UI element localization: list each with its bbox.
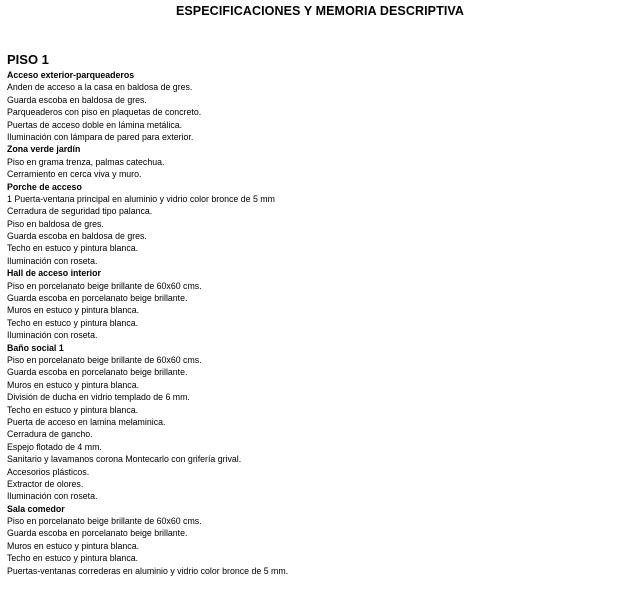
spec-item: Piso en porcelanato beige brillante de 60x60 cms. xyxy=(7,354,202,365)
section-heading: Porche de acceso xyxy=(7,181,82,192)
spec-section xyxy=(7,267,632,341)
spec-item: Piso en baldosa de gres. xyxy=(7,218,104,229)
section-heading: Baño social 1 xyxy=(7,342,64,353)
spec-item: Techo en estuco y pintura blanca. xyxy=(7,404,139,415)
spec-item: Muros en estuco y pintura blanca. xyxy=(7,305,140,316)
spec-item: Piso en grama trenza, palmas catechua. xyxy=(7,156,165,167)
section-heading: Hall de acceso interior xyxy=(7,268,101,279)
spec-item: Guarda escoba en baldosa de gres. xyxy=(7,231,147,242)
section-heading: Acceso exterior-parqueaderos xyxy=(7,70,135,80)
spec-item: Cerramiento en cerca viva y muro. xyxy=(7,169,142,180)
spec-item: Techo en estuco y pintura blanca. xyxy=(7,243,139,254)
spec-item: Iluminación con lámpara de pared para exterior. xyxy=(7,131,194,142)
spec-section xyxy=(7,143,632,180)
spec-item: Cerradura de gancho. xyxy=(7,429,93,440)
section-heading: Sala comedor xyxy=(7,503,65,514)
spec-item: Guarda escoba en porcelanato beige brillante. xyxy=(7,293,188,304)
spec-section xyxy=(7,181,632,268)
spec-item: Muros en estuco y pintura blanca. xyxy=(7,540,140,551)
spec-item: Iluminación con roseta. xyxy=(7,491,98,502)
sections-list xyxy=(7,69,632,577)
document-title: ESPECIFICACIONES Y MEMORIA DESCRIPTIVA xyxy=(175,4,465,18)
document-body xyxy=(7,51,632,577)
spec-item: División de ducha en vidrio templado de 6 mm. xyxy=(7,392,190,403)
spec-item: Accesorios plásticos. xyxy=(7,466,90,477)
spec-item: Cerradura de seguridad tipo palanca. xyxy=(7,206,153,217)
spec-section xyxy=(7,503,632,577)
spec-item: Puerta de acceso en lamina melaminica. xyxy=(7,416,166,427)
section-heading: Zona verde jardín xyxy=(7,144,81,155)
spec-item: Techo en estuco y pintura blanca. xyxy=(7,553,139,564)
spec-section xyxy=(7,69,632,143)
spec-section xyxy=(7,342,632,503)
spec-item: Techo en estuco y pintura blanca. xyxy=(7,317,139,328)
spec-item: Puertas de acceso doble en lámina metálica. xyxy=(7,119,183,130)
spec-item: Anden de acceso a la casa en baldosa de gres. xyxy=(7,82,193,93)
spec-item: Guarda escoba en porcelanato beige brillante. xyxy=(7,528,188,539)
spec-item: Extractor de olores. xyxy=(7,478,84,489)
spec-item: Iluminación con roseta. xyxy=(7,330,98,341)
spec-item: Puertas-ventanas correderas en aluminio y vidrio color bronce de 5 mm. xyxy=(7,565,289,576)
spec-item: Guarda escoba en baldosa de gres. xyxy=(7,94,147,105)
spec-item: Iluminación con roseta. xyxy=(7,255,98,266)
spec-item: Piso en porcelanato beige brillante de 60x60 cms. xyxy=(7,516,202,527)
spec-item: Guarda escoba en porcelanato beige brillante. xyxy=(7,367,188,378)
spec-item: Espejo flotado de 4 mm. xyxy=(7,441,102,452)
spec-item: 1 Puerta-ventana principal en aluminio y vidrio color bronce de 5 mm xyxy=(7,193,275,204)
spec-item: Sanitario y lavamanos corona Montecarlo con grifería grival. xyxy=(7,454,242,465)
spec-item: Muros en estuco y pintura blanca. xyxy=(7,379,140,390)
spec-item: Piso en porcelanato beige brillante de 60x60 cms. xyxy=(7,280,202,291)
spec-item: Parqueaderos con piso en plaquetas de concreto. xyxy=(7,107,202,118)
floor-heading: PISO 1 xyxy=(7,52,49,67)
